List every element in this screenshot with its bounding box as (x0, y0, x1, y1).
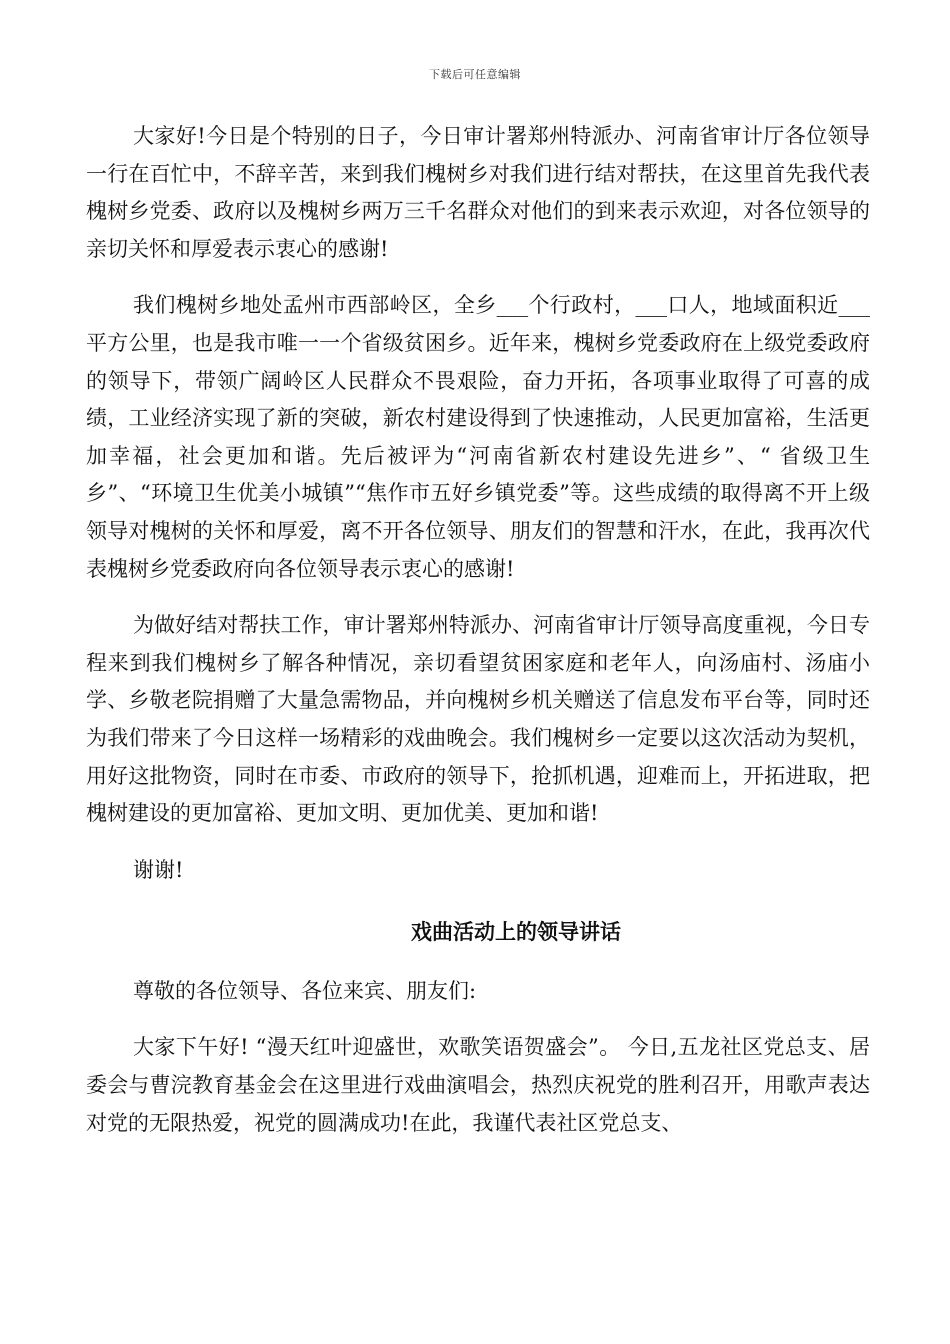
section-title: 戏曲活动上的领导讲话 (411, 919, 621, 945)
paragraph-township-intro: 我们槐树乡地处孟州市西部岭区，全乡___个行政村，___口人，地域面积近___平方公里，也是我市唯一一个省级贫困乡。近年来，槐树乡党委政府在上级党委政府的领导下，带领广阔岭区人民群众不畏艰险，奋力开拓，各项事业取得了可喜的成绩，工业经济实现了新的突破，新农村建设得到了快速推动，人民更加富裕，生活更加幸福，社会更加和谐。先后被评为“河南省新农村建设先进乡”、“ 省级卫生乡”、“环境卫生优美小城镇”“焦作市五好乡镇党委”等。这些成绩的取得离不开上级领导对槐树的关怀和厚爱，离不开各位领导、朋友们的智慧和汗水，在此，我再次代表槐树乡党委政府向各位领导表示衷心的感谢! (86, 293, 870, 581)
salutation: 尊敬的各位领导、各位来宾、朋友们: (133, 978, 477, 1003)
closing-thanks: 谢谢! (133, 857, 184, 882)
document-body (86, 118, 870, 1142)
header-note: 下载后可任意编辑 (429, 68, 521, 81)
paragraph-opening: 大家下午好! “漫天红叶迎盛世，欢歌笑语贺盛会”。 今日,五龙社区党总支、居委会与曹浣教育基金会在这里进行戏曲演唱会，热烈庆祝党的胜利召开，用歌声表达对党的无限热爱，祝党的圆满成功!在此，我谨代表社区党总支、 (86, 1035, 870, 1135)
paragraph-assistance: 为做好结对帮扶工作，审计署郑州特派办、河南省审计厅领导高度重视，今日专程来到我们槐树乡了解各种情况，亲切看望贫困家庭和老年人，向汤庙村、汤庙小学、乡敬老院捐赠了大量急需物品，并向槐树乡机关赠送了信息发布平台等，同时还为我们带来了今日这样一场精彩的戏曲晚会。我们槐树乡一定要以这次活动为契机，用好这批物资，同时在市委、市政府的领导下，抢抓机遇，迎难而上，开拓进取，把槐树建设的更加富裕、更加文明、更加优美、更加和谐! (86, 613, 870, 826)
paragraph-welcome: 大家好!今日是个特别的日子，今日审计署郑州特派办、河南省审计厅各位领导一行在百忙中，不辞辛苦，来到我们槐树乡对我们进行结对帮扶，在这里首先我代表槐树乡党委、政府以及槐树乡两万三千名群众对他们的到来表示欢迎，对各位领导的亲切关怀和厚爱表示衷心的感谢! (86, 124, 870, 261)
